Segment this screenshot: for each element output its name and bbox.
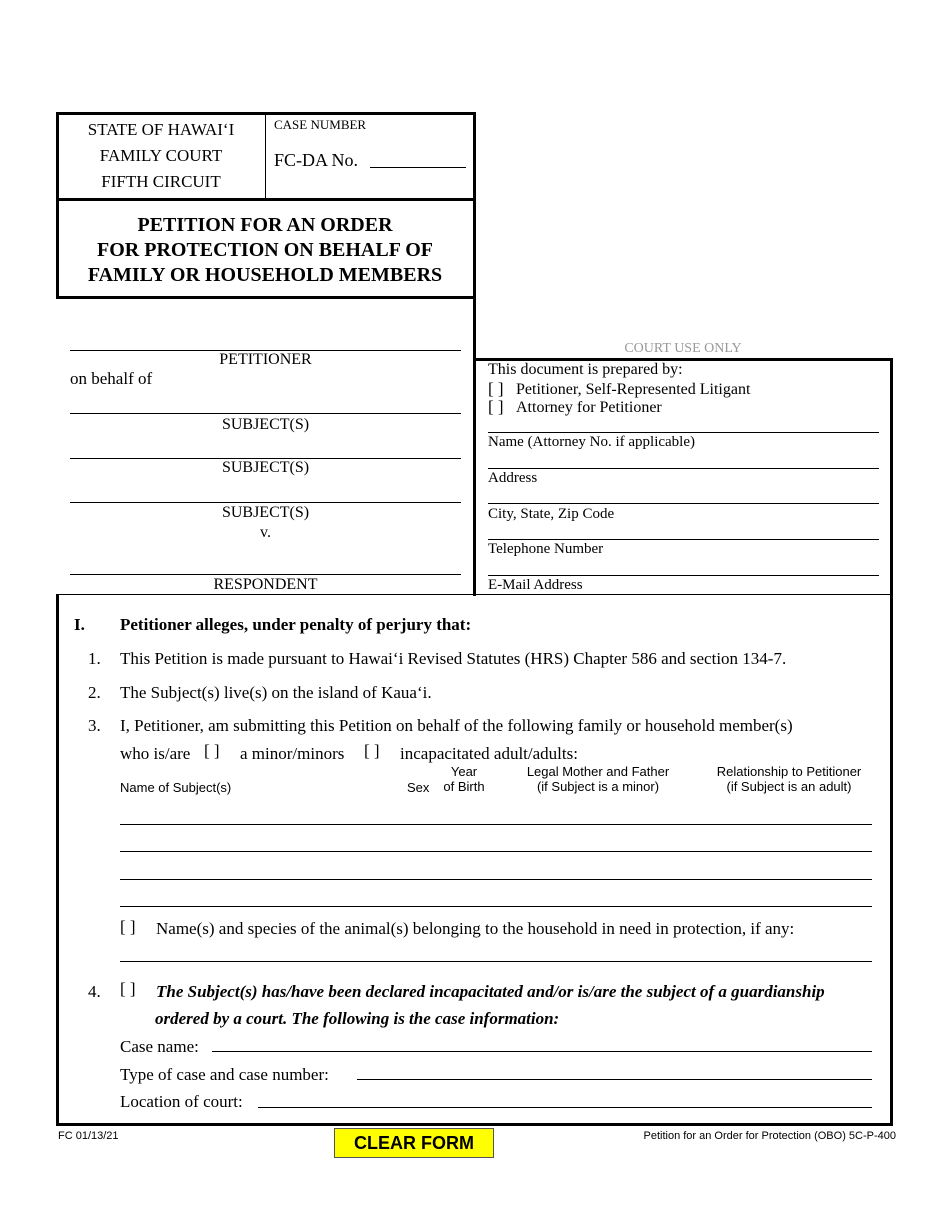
petitioner-label: PETITIONER: [219, 351, 312, 368]
col-parents-header: [508, 764, 688, 794]
subject-label-3: SUBJECT(S): [221, 504, 310, 521]
case-name-input[interactable]: [212, 1051, 872, 1052]
attorney-checkbox[interactable]: [ ]: [488, 397, 504, 416]
case-type-input[interactable]: [357, 1079, 872, 1080]
col-relationship-line-1: Relationship to Petitioner: [716, 764, 862, 779]
title-line-3: FAMILY OR HOUSEHOLD MEMBERS: [87, 264, 443, 286]
col-year-line-2: of Birth: [443, 779, 485, 794]
animals-input[interactable]: [120, 961, 872, 962]
city-state-zip-label: City, State, Zip Code: [488, 506, 615, 522]
attorney-label: Attorney for Petitioner: [516, 399, 662, 416]
versus-label: v.: [260, 524, 271, 541]
case-type-label: Type of case and case number:: [120, 1065, 329, 1084]
telephone-label: Telephone Number: [488, 541, 604, 557]
item-1-text: This Petition is made pursuant to Hawai‘i Revised Statutes (HRS) Chapter 586 and section 134-7.: [120, 649, 787, 668]
city-state-zip-input[interactable]: [488, 503, 879, 504]
telephone-input[interactable]: [488, 539, 879, 540]
col-sex-header: Sex: [407, 780, 430, 795]
item-2-text: The Subject(s) live(s) on the island of Kaua‘i.: [120, 683, 432, 702]
col-parents-line-1: Legal Mother and Father: [526, 764, 670, 779]
item-3-who-label: who is/are: [120, 744, 191, 763]
respondent-label: RESPONDENT: [213, 576, 318, 593]
form-title-footer: Petition for an Order for Protection (OBO) 5C-P-400: [643, 1130, 896, 1142]
guardianship-checkbox[interactable]: [ ]: [120, 979, 136, 998]
on-behalf-of-label: on behalf of: [70, 369, 153, 388]
subject-row-input-2[interactable]: [120, 851, 872, 852]
address-label: Address: [488, 470, 538, 486]
col-year-header: [436, 764, 492, 794]
section-heading: Petitioner alleges, under penalty of perjury that:: [120, 615, 472, 634]
subject-input-1[interactable]: [70, 413, 461, 414]
col-parents-line-2: (if Subject is a minor): [536, 779, 660, 794]
subject-row-input-4[interactable]: [120, 906, 872, 907]
self-represented-checkbox[interactable]: [ ]: [488, 379, 504, 398]
item-1-number: 1.: [88, 649, 101, 668]
incapacitated-adult-checkbox[interactable]: [ ]: [364, 741, 380, 760]
item-4-number: 4.: [88, 982, 101, 1001]
col-name-header: Name of Subject(s): [120, 780, 232, 795]
subject-label-2: SUBJECT(S): [221, 459, 310, 476]
self-represented-label: Petitioner, Self-Represented Litigant: [516, 381, 751, 398]
title-line-1: PETITION FOR AN ORDER: [137, 214, 393, 236]
circuit-name: FIFTH CIRCUIT: [101, 172, 221, 191]
location-of-court-label: Location of court:: [120, 1092, 243, 1111]
form-code: FC 01/13/21: [58, 1130, 119, 1142]
subject-row-input-3[interactable]: [120, 879, 872, 880]
animals-label: Name(s) and species of the animal(s) belonging to the household in need in protection, if any:: [156, 919, 795, 938]
item-2-number: 2.: [88, 683, 101, 702]
prepared-by-label: This document is prepared by:: [488, 361, 683, 378]
email-input[interactable]: [488, 575, 879, 576]
col-year-line-1: Year: [450, 764, 478, 779]
col-relationship-line-2: (if Subject is an adult): [726, 779, 852, 794]
court-name: FAMILY COURT: [99, 146, 223, 165]
attorney-name-input[interactable]: [488, 432, 879, 433]
title-line-2: FOR PROTECTION ON BEHALF OF: [97, 239, 433, 261]
col-relationship-header: [700, 764, 878, 794]
location-of-court-input[interactable]: [258, 1107, 872, 1108]
email-label: E-Mail Address: [488, 577, 583, 593]
court-use-only-label: COURT USE ONLY: [624, 341, 742, 356]
item-4-line-2: ordered by a court. The following is the case information:: [155, 1009, 560, 1028]
address-input[interactable]: [488, 468, 879, 469]
section-number: I.: [74, 615, 85, 634]
respondent-input[interactable]: [70, 574, 461, 575]
minor-checkbox[interactable]: [ ]: [204, 741, 220, 760]
clear-form-button[interactable]: CLEAR FORM: [334, 1128, 494, 1158]
subject-label-1: SUBJECT(S): [221, 416, 310, 433]
item-4-line-1: The Subject(s) has/have been declared incapacitated and/or is/are the subject of a guardianship: [156, 982, 825, 1001]
fc-da-number-input[interactable]: [370, 167, 466, 168]
state-name: STATE OF HAWAI‘I: [87, 120, 235, 139]
item-3-number: 3.: [88, 716, 101, 735]
case-name-label: Case name:: [120, 1037, 199, 1056]
attorney-name-label: Name (Attorney No. if applicable): [488, 434, 696, 450]
document-title: [58, 213, 472, 288]
animals-checkbox[interactable]: [ ]: [120, 917, 136, 936]
subject-input-3[interactable]: [70, 502, 461, 503]
fc-da-label: FC-DA No.: [274, 150, 359, 170]
item-3-line-1: I, Petitioner, am submitting this Petition on behalf of the following family or household member(s): [120, 716, 793, 735]
minor-label: a minor/minors: [240, 744, 345, 763]
subject-row-input-1[interactable]: [120, 824, 872, 825]
case-number-label: CASE NUMBER: [274, 117, 367, 132]
incapacitated-adult-label: incapacitated adult/adults:: [400, 744, 578, 763]
